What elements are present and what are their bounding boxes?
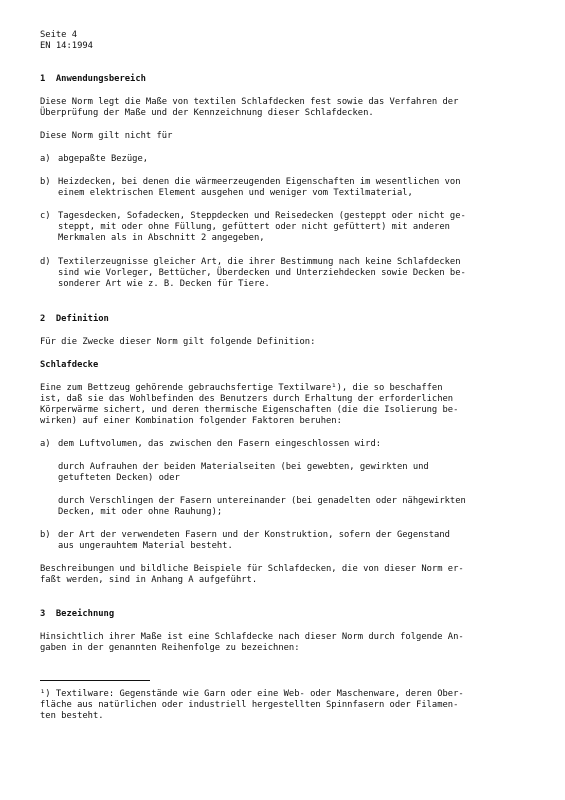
list-item-text: Merkmalen als in Abschnitt 2 angegeben,: [58, 233, 265, 243]
standard-id: EN 14:1994: [40, 41, 93, 51]
footnote-line: ten besteht.: [40, 711, 104, 721]
section-3-paragraph-line: gaben in der genannten Reihenfolge zu bezeichnen:: [40, 643, 300, 653]
definition-paragraph-line: ist, daß sie das Wohlbefinden des Benutzers durch Erhaltung der erforderlichen: [40, 394, 454, 404]
closing-line: faßt werden, sind in Anhang A aufgeführt.: [40, 575, 258, 585]
list-item-text: abgepaßte Bezüge,: [58, 154, 149, 164]
sub-item-text: Decken, mit oder ohne Rauhung);: [58, 507, 223, 517]
closing-line: Beschreibungen und bildliche Beispiele für Schlafdecken, die von dieser Norm er-: [40, 564, 464, 574]
list-item-text: der Art der verwendeten Fasern und der Konstruktion, sofern der Gegenstand: [58, 530, 450, 540]
section-3-heading: [40, 609, 114, 620]
list-label: b): [40, 530, 51, 540]
list-label: d): [40, 257, 51, 267]
section-2-number: 2: [40, 314, 46, 324]
list-label: a): [40, 439, 51, 449]
section-1-paragraph-line: Überprüfung der Maße und der Kennzeichnung dieser Schlafdecken.: [40, 108, 374, 118]
list-item-text: einem elektrischen Element ausgehen und weniger vom Textilmaterial,: [58, 188, 413, 198]
definition-paragraph-line: Eine zum Bettzeug gehörende gebrauchsfertige Textilware¹), die so beschaffen: [40, 383, 443, 393]
section-1-paragraph-line: Diese Norm legt die Maße von textilen Schlafdecken fest sowie das Verfahren der: [40, 97, 459, 107]
footnote-line: ¹) Textilware: Gegenstände wie Garn oder eine Web- oder Maschenware, deren Ober-: [40, 689, 464, 699]
sub-item-text: durch Verschlingen der Fasern untereinander (bei genadelten oder nähgewirkten: [58, 496, 466, 506]
definition-paragraph-line: wirken) auf einer Kombination folgender Faktoren beruhen:: [40, 416, 342, 426]
list-item-text: sonderer Art wie z. B. Decken für Tiere.: [58, 279, 270, 289]
section-3-paragraph-line: Hinsichtlich ihrer Maße ist eine Schlafdecke nach dieser Norm durch folgende An-: [40, 632, 464, 642]
definition-paragraph-line: Körperwärme sichert, und deren thermische Eigenschaften (die die Isolierung be-: [40, 405, 459, 415]
section-1-intro: Diese Norm gilt nicht für: [40, 131, 173, 141]
list-item-text: sind wie Vorleger, Bettücher, Überdecken und Unterziehdecken sowie Decken be-: [58, 268, 466, 278]
list-item-text: aus ungerauhtem Material besteht.: [58, 541, 233, 551]
list-label: a): [40, 154, 51, 164]
list-item-text: dem Luftvolumen, das zwischen den Fasern eingeschlossen wird:: [58, 439, 382, 449]
section-1-number: 1: [40, 74, 46, 84]
list-label: c): [40, 211, 51, 221]
section-1-heading: [40, 74, 146, 85]
list-item-text: Heizdecken, bei denen die wärmeerzeugenden Eigenschaften im wesentlichen von: [58, 177, 461, 187]
list-item-text: steppt, mit oder ohne Füllung, gefüttert oder nicht gefüttert) mit anderen: [58, 222, 450, 232]
list-label: b): [40, 177, 51, 187]
section-2-intro: Für die Zwecke dieser Norm gilt folgende Definition:: [40, 337, 316, 347]
section-3-title: Bezeichnung: [55, 609, 115, 619]
section-3-number: 3: [40, 609, 46, 619]
definition-term: Schlafdecke: [40, 360, 99, 370]
page-number: Seite 4: [40, 30, 78, 40]
footnote-line: fläche aus natürlichen oder industriell hergestellten Spinnfasern oder Filamen-: [40, 700, 459, 710]
list-item-text: Textilerzeugnisse gleicher Art, die ihrer Bestimmung nach keine Schlafdecken: [58, 257, 461, 267]
section-2-heading: [40, 314, 109, 325]
footnote-rule: [40, 680, 150, 681]
sub-item-text: durch Aufrauhen der beiden Materialseiten (bei gewebten, gewirkten und: [58, 462, 429, 472]
sub-item-text: getufteten Decken) oder: [58, 473, 180, 483]
list-item-text: Tagesdecken, Sofadecken, Steppdecken und Reisedecken (gesteppt oder nicht ge-: [58, 211, 466, 221]
section-2-title: Definition: [55, 314, 109, 324]
section-1-title: Anwendungsbereich: [55, 74, 146, 84]
